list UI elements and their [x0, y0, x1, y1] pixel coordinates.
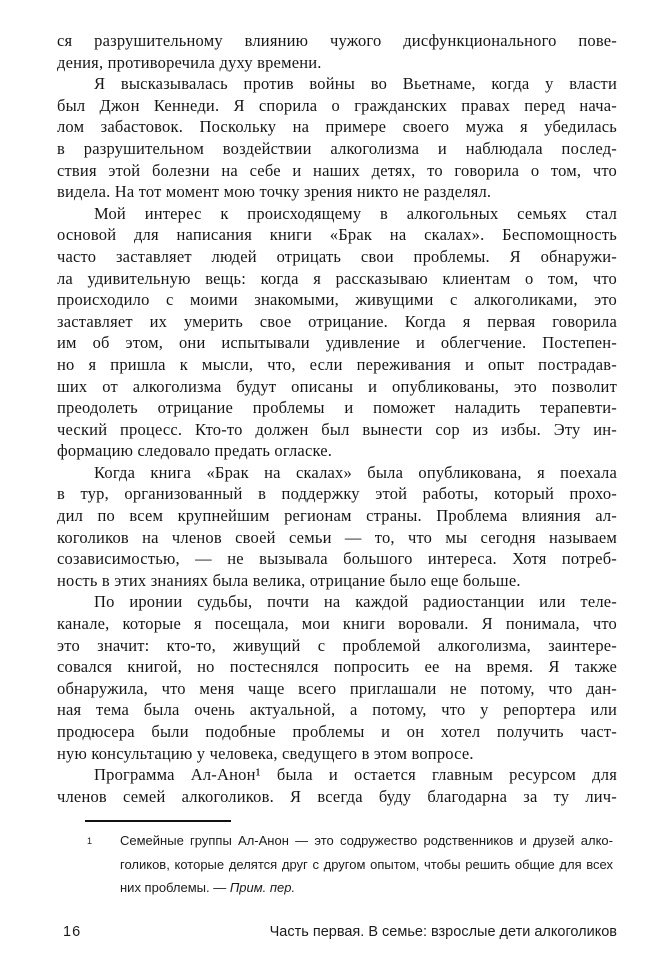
text-line: ную консультацию у человека, сведущего в этом вопросе.: [57, 743, 474, 763]
text-line: основой для написания книги «Брак на скалах». Беспомощность: [57, 225, 617, 245]
text-line: ность в этих знаниях была велика, отрицание было еще больше.: [57, 570, 521, 590]
text-line: видела. На тот момент мою точку зрения никто не разделял.: [57, 182, 492, 202]
text-line: ся разрушительному влиянию чужого дисфункционального пове-: [57, 31, 617, 50]
page-number: 16: [63, 924, 82, 940]
text-line: ческий процесс. Кто-то должен был вынести сор из избы. Эту ин-: [57, 419, 617, 439]
text-line: часто заставляет людей отрицать свои проблемы. Я обнаружи-: [57, 246, 617, 266]
text-line: ная тема была очень актуальной, а потому, что у репортера или: [57, 700, 617, 720]
text-line: обнаружила, что меня чаще всего приглашали не потому, что дан-: [57, 678, 617, 698]
text-line: ла удивительную вещь: когда я рассказываю клиентам о том, что: [57, 268, 617, 288]
footnote-line: Семейные группы Ал-Анон — это содружество родственников и друзей алко-: [120, 833, 613, 848]
footnote-body: [120, 829, 613, 900]
text-line: в разрушительном воздействии алкоголизма и наблюдала послед-: [57, 138, 617, 158]
footnote-text: них проблемы. —: [120, 880, 230, 895]
footnote-separator: [85, 820, 231, 822]
body-text: [57, 30, 617, 807]
text-line: был Джон Кеннеди. Я спорила о гражданских правах перед нача-: [57, 95, 617, 115]
text-line: в тур, организованный в поддержку этой работы, который прохо-: [57, 484, 617, 504]
text-line: созависимостью, — не вызывала большого интереса. Хотя потреб-: [57, 549, 617, 569]
text-line: Когда книга «Брак на скалах» была опубликована, я поехала: [94, 462, 617, 482]
text-line: заставляет их умерить свое отрицание. Когда я первая говорила: [57, 311, 617, 331]
text-line: формацию следовало предать огласке.: [57, 441, 333, 461]
footnote-line: голиков, которые делятся друг с другом опытом, чтобы решить общие для всех: [120, 856, 613, 872]
text-line: Программа Ал-Анон¹ была и остается главным ресурсом для: [94, 765, 617, 785]
text-line: Мой интерес к происходящему в алкогольных семьях стал: [94, 203, 617, 223]
text-line: но я пришла к мысли, что, если переживания и опыт пострадав-: [57, 354, 617, 374]
text-line: членов семей алкоголиков. Я всегда буду благодарна за ту лич-: [57, 786, 617, 806]
text-line: происходило с моими знакомыми, живущими с алкоголиками, это: [57, 290, 617, 310]
footer-title: Часть первая. В семье: взрослые дети алкоголиков: [269, 924, 617, 940]
text-line: совался книгой, но постеснялся попросить ее на время. Я также: [57, 657, 617, 677]
text-line: ших от алкоголизма будут описаны и опубликованы, это позволит: [57, 376, 617, 396]
text-line: продюсера были подобные проблемы и он хотел получить част-: [57, 722, 617, 741]
text-line: лом забастовок. Поскольку на примере своего мужа я убедилась: [57, 117, 617, 137]
text-line: По иронии судьбы, почти на каждой радиостанции или теле-: [94, 592, 617, 612]
text-line: коголиков на членов своей семьи — то, что мы сегодня называем: [57, 527, 617, 547]
text-line: им об этом, они испытывали удивление и облегчение. Постепен-: [57, 333, 617, 353]
text-line: дения, противоречила духу времени.: [57, 52, 322, 72]
text-line: ствия этой болезни на себе и наших детях, то говорила о том, что: [57, 160, 617, 180]
text-line: это значит: кто-то, живущий с проблемой алкоголизма, заинтере-: [57, 635, 617, 655]
footnote: [85, 829, 613, 900]
footnote-marker: 1: [87, 836, 93, 846]
text-line: дил по всем крупнейшим регионам страны. Проблема влияния ал-: [57, 506, 617, 526]
text-line: преодолеть отрицание проблемы и поможет наладить терапевти-: [57, 398, 617, 418]
footnote-line: [120, 876, 613, 900]
text-line: Я высказывалась против войны во Вьетнаме, когда у власти: [94, 74, 617, 94]
text-line: канале, которые я посещала, мои книги воровали. Я понимала, что: [57, 614, 617, 634]
page-footer: [57, 924, 617, 940]
footnote-source: Прим. пер.: [229, 880, 296, 895]
